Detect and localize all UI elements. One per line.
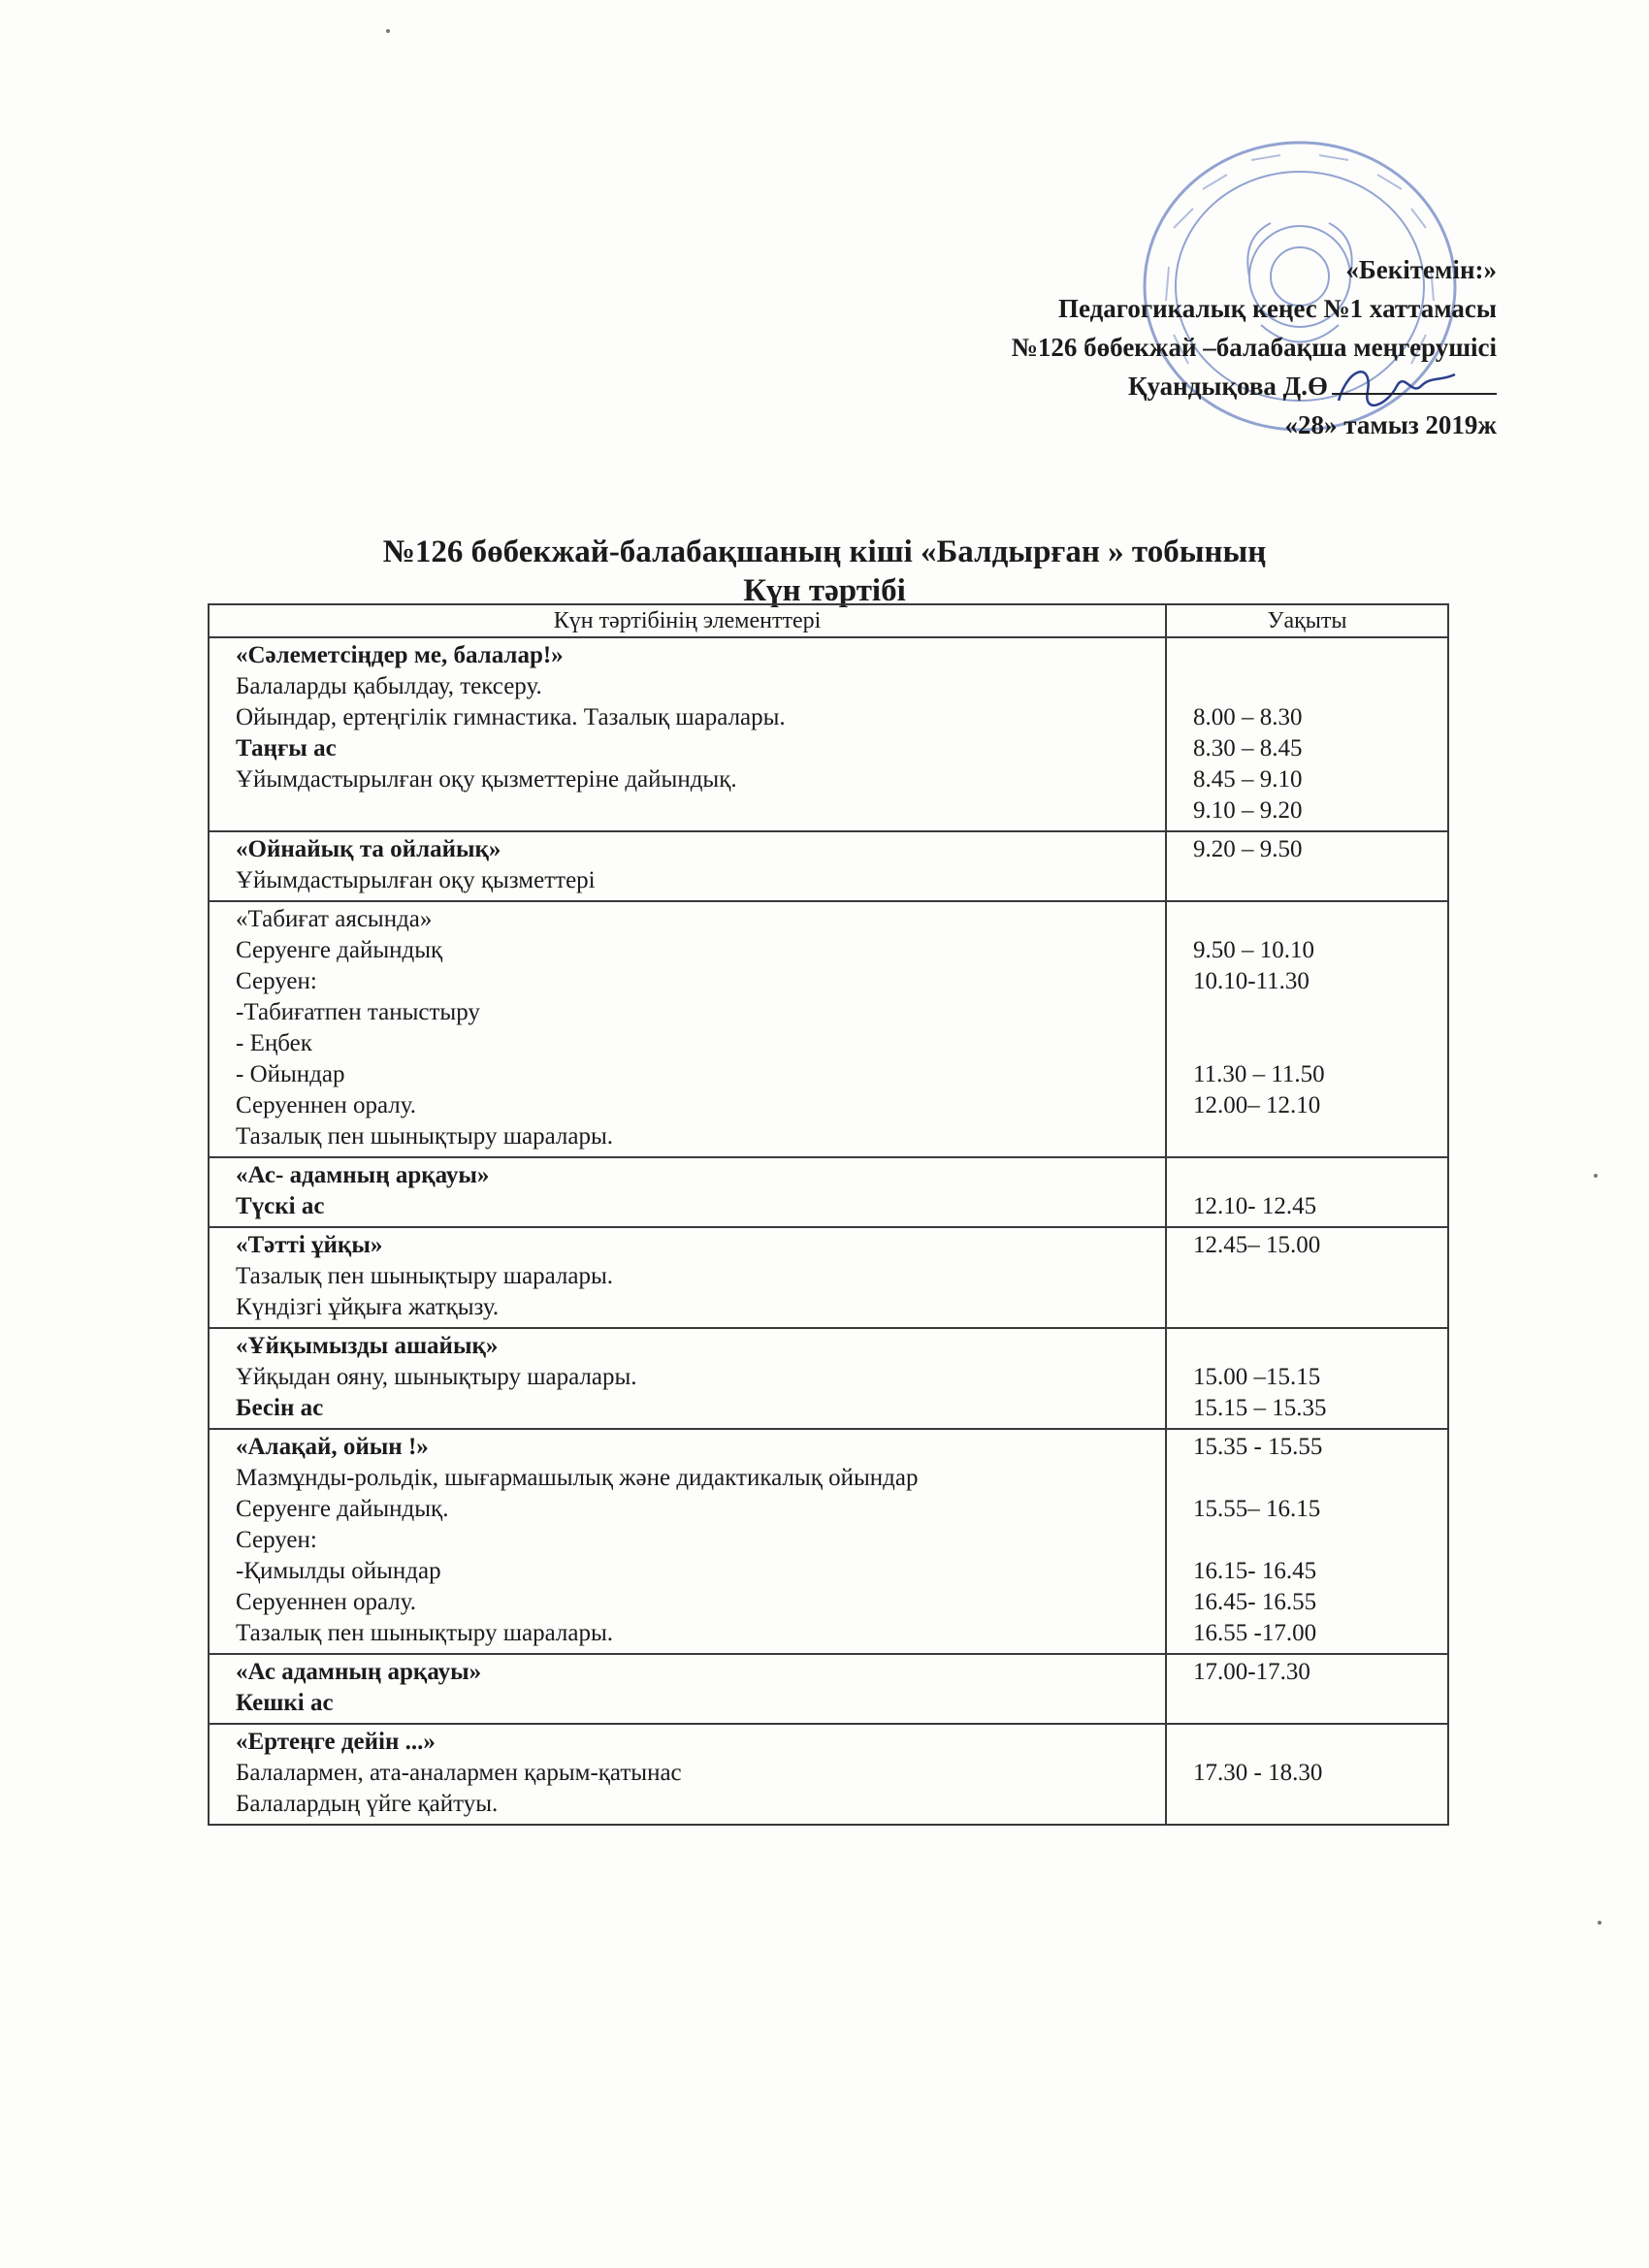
schedule-item: «Ас адамның арқауы» (236, 1659, 482, 1685)
schedule-item: «Ас- адамның арқауы» (236, 1162, 490, 1188)
schedule-table (208, 603, 1449, 1826)
time-range: 15.00 –15.15 (1193, 1364, 1321, 1390)
schedule-elements-cell (209, 831, 1166, 901)
time-range: 16.45- 16.55 (1193, 1589, 1317, 1615)
time-range: 9.50 – 10.10 (1193, 937, 1314, 963)
table-row (209, 901, 1448, 1157)
time-range: 17.30 - 18.30 (1193, 1760, 1323, 1786)
schedule-item: Ойындар, ертеңгілік гимнастика. Тазалық шаралары. (236, 704, 786, 730)
document-title: №126 бөбекжай-балабақшаның кіші «Балдырған » тобының (382, 535, 1267, 569)
schedule-time-cell (1166, 1654, 1448, 1724)
schedule-elements-cell (209, 1328, 1166, 1429)
schedule-item: «Ұйқымызды ашайық» (236, 1333, 499, 1359)
council-protocol: Педагогикалық кеңес №1 хаттамасы (1057, 294, 1497, 323)
signature-line (1332, 370, 1497, 395)
scan-speck (1594, 1174, 1598, 1178)
table-header-row (209, 604, 1448, 637)
time-range: 15.55– 16.15 (1193, 1496, 1321, 1522)
time-range: 8.45 – 9.10 (1193, 766, 1303, 793)
time-range: 9.10 – 9.20 (1193, 797, 1303, 824)
time-range: 12.45– 15.00 (1193, 1232, 1321, 1258)
time-range (1193, 671, 1430, 702)
schedule-time-cell (1166, 1227, 1448, 1328)
time-range: 11.30 – 11.50 (1193, 1061, 1325, 1087)
schedule-item: «Сәлеметсіңдер ме, балалар!» (236, 642, 564, 668)
time-range (1193, 1028, 1430, 1059)
schedule-elements-cell (209, 901, 1166, 1157)
schedule-item: Ұйқыдан ояну, шынықтыру шаралары. (236, 1364, 637, 1390)
schedule-item: -Табиғатпен таныстыру (236, 999, 480, 1025)
schedule-item: Ұйымдастырылған оқу қызметтері (236, 867, 596, 893)
schedule-elements-cell (209, 1724, 1166, 1825)
table-row (209, 1724, 1448, 1825)
time-range: 12.10- 12.45 (1193, 1193, 1317, 1219)
time-range: 10.10-11.30 (1193, 968, 1310, 994)
schedule-time-cell (1166, 1157, 1448, 1227)
table-row (209, 831, 1448, 901)
header-elements: Күн тәртібінің элементтері (209, 604, 1166, 637)
table-row (209, 1328, 1448, 1429)
schedule-item: Таңғы ас (236, 735, 337, 761)
schedule-item: - Ойындар (236, 1061, 345, 1087)
schedule-item: Балалардың үйге қайтуы. (236, 1791, 499, 1817)
schedule-item: Күндізгі ұйқыға жатқызу. (236, 1294, 500, 1320)
scan-speck (1598, 1921, 1601, 1925)
schedule-item: Тазалық пен шынықтыру шаралары. (236, 1263, 614, 1289)
time-range: 15.35 - 15.55 (1193, 1434, 1323, 1460)
schedule-item: Серуен: (236, 968, 317, 994)
schedule-item: «Табиғат аясында» (236, 906, 433, 932)
head-name: Қуандықова Д.Ө (1127, 372, 1328, 401)
schedule-elements-cell (209, 1429, 1166, 1654)
schedule-time-cell (1166, 1429, 1448, 1654)
scan-speck (386, 29, 390, 33)
time-range (1193, 1160, 1430, 1191)
time-range: 12.00– 12.10 (1193, 1092, 1321, 1118)
table-row (209, 637, 1448, 831)
schedule-item: Тазалық пен шынықтыру шаралары. (236, 1123, 614, 1150)
schedule-elements-cell (209, 1654, 1166, 1724)
schedule-time-cell (1166, 901, 1448, 1157)
time-range: 17.00-17.30 (1193, 1659, 1310, 1685)
table-row (209, 1227, 1448, 1328)
table-row (209, 1157, 1448, 1227)
approve-label: «Бекітемін:» (1345, 255, 1497, 284)
schedule-item: Кешкі ас (236, 1690, 334, 1716)
time-range: 16.55 -17.00 (1193, 1620, 1317, 1646)
schedule-item: Тазалық пен шынықтыру шаралары. (236, 1620, 614, 1646)
schedule-time-cell (1166, 1328, 1448, 1429)
time-range (1193, 640, 1430, 671)
header-time: Уақыты (1166, 604, 1448, 637)
schedule-time-cell (1166, 1724, 1448, 1825)
table-row (209, 1654, 1448, 1724)
table-row (209, 1429, 1448, 1654)
schedule-item: Балаларды қабылдау, тексеру. (236, 673, 542, 699)
schedule-item: Ұйымдастырылған оқу қызметтеріне дайындық. (236, 766, 737, 793)
time-range (1193, 1463, 1430, 1494)
schedule-item: Серуеннен оралу. (236, 1092, 417, 1118)
schedule-time-cell (1166, 637, 1448, 831)
schedule-item: Серуенге дайындық. (236, 1496, 449, 1522)
schedule-item: Түскі ас (236, 1193, 325, 1219)
time-range (1193, 1727, 1430, 1758)
kindergarten-head: №126 бөбекжай –балабақша меңгерушісі (1011, 333, 1497, 362)
time-range: 16.15- 16.45 (1193, 1558, 1317, 1584)
schedule-time-cell (1166, 831, 1448, 901)
schedule-elements-cell (209, 637, 1166, 831)
time-range (1193, 1331, 1430, 1362)
time-range: 15.15 – 15.35 (1193, 1395, 1327, 1421)
time-range: 8.00 – 8.30 (1193, 704, 1303, 730)
document-subtitle: Күн тәртібі (743, 573, 906, 608)
schedule-item: «Ойнайық та ойлайық» (236, 836, 501, 862)
schedule-elements-cell (209, 1157, 1166, 1227)
schedule-item: «Ертеңге дейін ...» (236, 1729, 436, 1755)
schedule-item: «Тәтті ұйқы» (236, 1232, 383, 1258)
schedule-elements-cell (209, 1227, 1166, 1328)
schedule-item: -Қимылды ойындар (236, 1558, 441, 1584)
schedule-item: Бесін ас (236, 1395, 324, 1421)
schedule-item: Балалармен, ата-аналармен қарым-қатынас (236, 1760, 682, 1786)
time-range (1193, 1525, 1430, 1556)
schedule-item: Серуенге дайындық (236, 937, 443, 963)
approval-date: «28» тамыз 2019ж (1284, 410, 1497, 439)
time-range: 9.20 – 9.50 (1193, 836, 1303, 862)
schedule-item: Серуеннен оралу. (236, 1589, 417, 1615)
schedule-item: Серуен: (236, 1527, 317, 1553)
schedule-item: - Еңбек (236, 1030, 312, 1056)
time-range: 8.30 – 8.45 (1193, 735, 1303, 761)
schedule-body (209, 637, 1448, 1825)
time-range (1193, 997, 1430, 1028)
schedule-item: Мазмұнды-рольдік, шығармашылық және дидактикалық ойындар (236, 1465, 919, 1491)
schedule-item: «Алақай, ойын !» (236, 1434, 429, 1460)
time-range (1193, 904, 1430, 935)
approval-block (1012, 250, 1497, 444)
